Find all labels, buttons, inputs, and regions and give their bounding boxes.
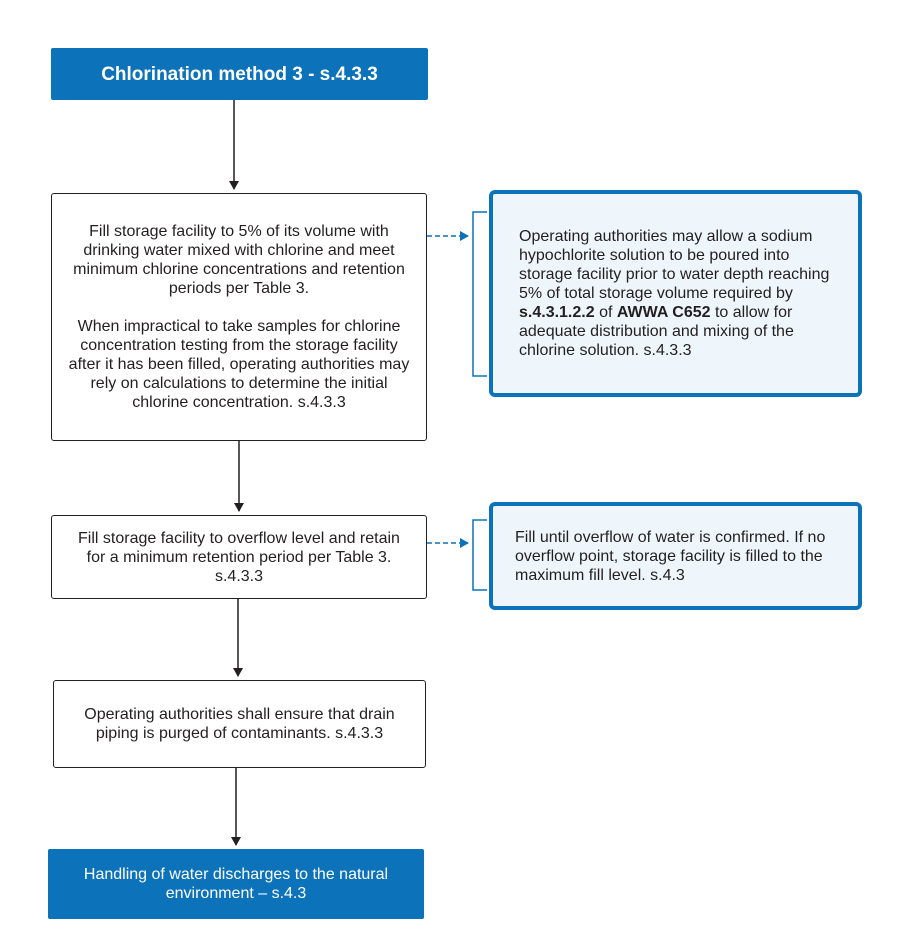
- note1-text-c: to allow for adequate distribution and mixing of the chlorine solution. s.4.3.3: [519, 304, 794, 359]
- step2-text: Fill storage facility to overflow level and retain for a minimum retention period per Table 3. s.4.3.3: [78, 529, 400, 585]
- step1-text-secondary: When impractical to take samples for chlorine concentration testing from the storage facility after it has been filled, operating authorities may rely on calculations to determine the initial chlorine concentration. s.4.3.3: [68, 318, 410, 411]
- discharge-handling-box: [48, 849, 424, 919]
- step-fill-overflow: [51, 515, 427, 599]
- note2-text: Fill until overflow of water is confirmed. If no overflow point, storage facility is filled to the maximum fill level. s.4.3: [515, 528, 826, 584]
- diagram-title-text: Chlorination method 3 - s.4.3.3: [101, 63, 378, 85]
- note1-ref-standard: AWWA C652: [616, 304, 711, 321]
- note1-text-a: Operating authorities may allow a sodium hypochlorite solution to be poured into storage facility prior to water depth reaching 5% of total storage volume required by: [519, 228, 830, 302]
- note2-bracket: [473, 520, 487, 590]
- note1-ref-section: s.4.3.1.2.2: [519, 304, 595, 321]
- note1-text-b: of: [594, 304, 617, 321]
- discharge-handling-text: Handling of water discharges to the natural environment – s.4.3: [83, 866, 389, 902]
- note-overflow-confirmed: [489, 502, 862, 610]
- step-fill-five-percent: [51, 193, 427, 441]
- step1-text: Fill storage facility to 5% of its volume with drinking water mixed with chlorine and meet minimum chlorine concentrations and retention periods per Table 3.: [73, 223, 405, 297]
- diagram-title: [51, 48, 428, 100]
- note-sodium-hypochlorite: [489, 190, 862, 397]
- step-purge-drain: [53, 680, 426, 768]
- step3-text: Operating authorities shall ensure that drain piping is purged of contaminants. s.4.3.3: [84, 706, 395, 742]
- note1-bracket: [473, 212, 487, 376]
- note1-text: [519, 227, 838, 360]
